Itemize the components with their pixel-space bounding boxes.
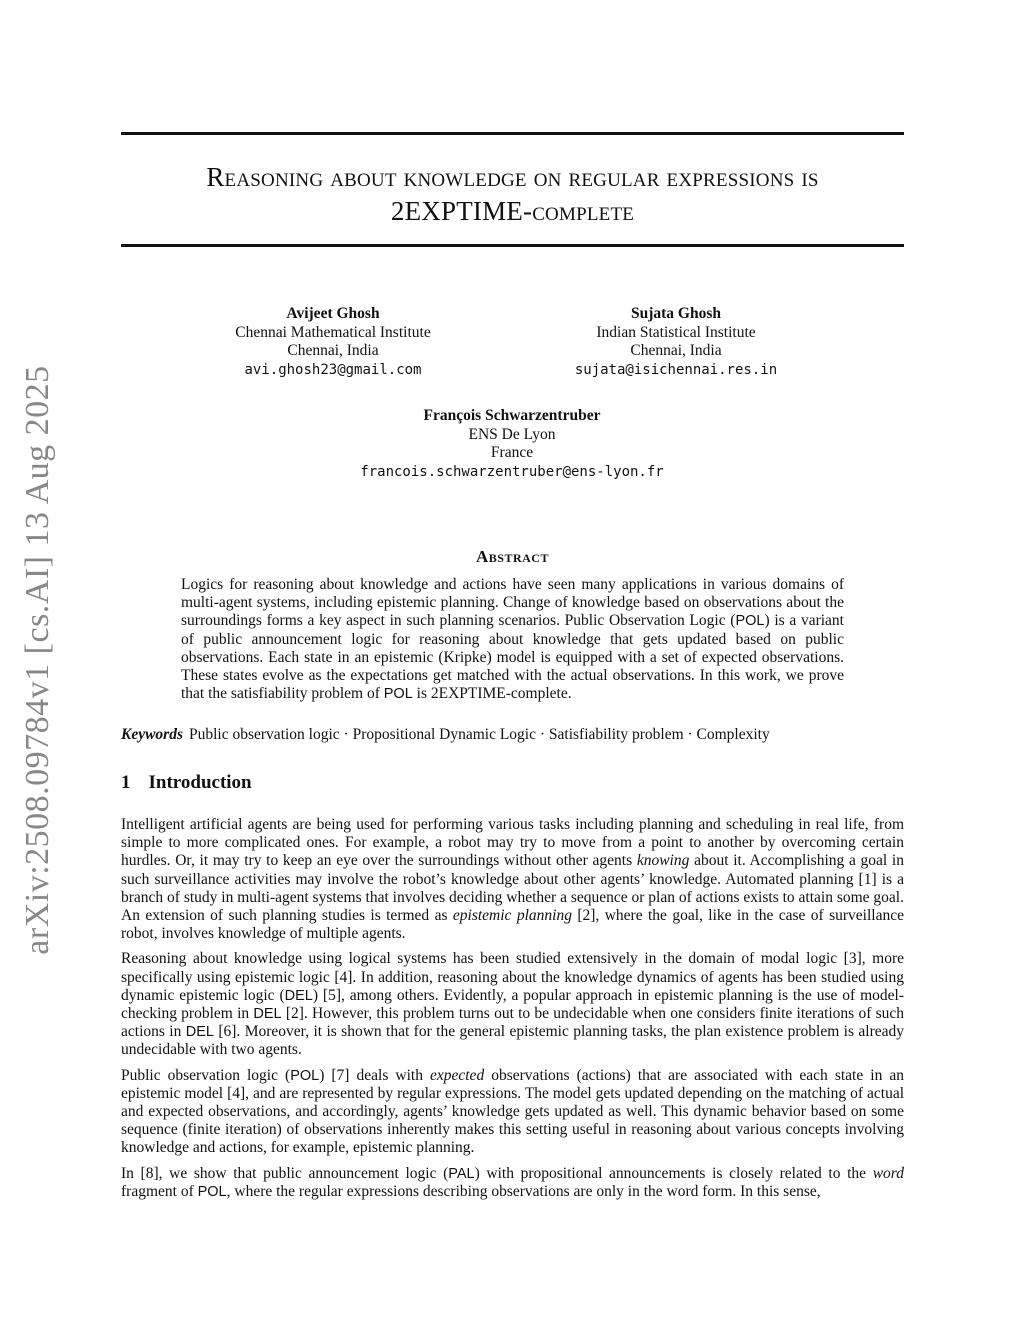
paragraph-text: Intelligent artificial agents are being used for performing various tasks including planning and scheduling in real life, from simple to more complicated ones. For example, a robot may try to move from a point to another by overcoming certain hurdles. Or, it may try to keep an eye over the surroundings without other agents xyxy=(121,816,904,870)
paragraph-text: [2], where the goal, like in the case of surveillance robot, involves knowledge of multiple agents. xyxy=(121,907,904,943)
pol-acronym: POL xyxy=(290,1067,320,1084)
pol-acronym: POL xyxy=(735,613,765,630)
paragraph-1 xyxy=(121,816,904,943)
keywords-line xyxy=(121,726,904,744)
paragraph-4 xyxy=(121,1165,904,1201)
paragraph-text: [6]. Moreover, it is shown that for the general epistemic planning tasks, the plan existence problem is already undecidable with two agents. xyxy=(121,1023,904,1059)
abstract-text-segment: is 2EXPTIME-complete. xyxy=(412,685,572,703)
paragraph-text: , where the regular expressions describing observations are only in the word form. In this sense, xyxy=(226,1182,821,1200)
author-email: francois.schwarzentruber@ens-lyon.fr xyxy=(360,463,664,480)
author-email: avi.ghosh23@gmail.com xyxy=(244,361,422,378)
pal-acronym: PAL xyxy=(448,1165,475,1182)
author-affiliation: ENS De Lyon xyxy=(468,425,556,443)
paragraph-2 xyxy=(121,950,904,1059)
del-acronym: DEL xyxy=(284,987,313,1004)
keywords-label: Keywords xyxy=(121,726,183,743)
paper-title-line-1: Reasoning about knowledge on regular expressions is xyxy=(206,162,819,192)
paper-title-line-2: 2EXPTIME-complete xyxy=(390,196,635,226)
author-location: France xyxy=(490,444,534,461)
author-affiliation: Chennai Mathematical Institute xyxy=(235,323,431,341)
section-number: 1 xyxy=(121,772,131,793)
title-top-rule xyxy=(121,132,904,135)
emphasis-text: epistemic planning xyxy=(452,907,572,925)
author-name: Sujata Ghosh xyxy=(630,305,722,322)
keywords-list: Public observation logic · Propositional Dynamic Logic · Satisfiability problem · Complexity xyxy=(189,726,770,743)
author-location: Chennai, India xyxy=(287,342,379,359)
author-block-1 xyxy=(200,305,466,380)
paragraph-text: In [8], we show that public announcement logic ( xyxy=(121,1164,449,1182)
paragraph-text: ) [5], among others. Evidently, a popular approach in epistemic planning is the use of model-checking problem in xyxy=(121,986,904,1023)
emphasis-text: expected xyxy=(429,1066,485,1084)
section-heading-introduction xyxy=(121,772,252,794)
section-title: Introduction xyxy=(148,772,252,793)
paragraph-3 xyxy=(121,1067,904,1158)
paragraph-text: ) [7] deals with xyxy=(319,1066,430,1084)
author-email: sujata@isichennai.res.in xyxy=(574,361,778,378)
paper-title xyxy=(121,160,904,228)
abstract-text-segment: Logics for reasoning about knowledge and actions have seen many applications in various domains of multi-agent systems, including epistemic planning. Change of knowledge based on observations about the surroundings forms a key aspect in such planning scenarios. Public Observation Logic ( xyxy=(181,576,844,630)
emphasis-text: knowing xyxy=(636,852,690,870)
author-affiliation: Indian Statistical Institute xyxy=(596,323,756,341)
arxiv-identifier: arXiv:2508.09784v1 [cs.AI] 13 Aug 2025 xyxy=(19,365,56,955)
arxiv-sidebar xyxy=(8,340,68,980)
author-location: Chennai, India xyxy=(630,342,722,359)
paragraph-text: Public observation logic ( xyxy=(121,1066,291,1084)
paragraph-text: about it. Accomplishing a goal in such surveillance activities may involve the robot’s knowledge about other agents’ knowledge. Automated planning [1] is a branch of study in multi-agent systems that involves deciding whether a sequence or plan of actions exists to attain some goal. An extension of such planning studies is termed as xyxy=(121,852,904,925)
paragraph-text: ) with propositional announcements is closely related to the xyxy=(474,1164,873,1182)
paragraph-text: fragment of xyxy=(121,1182,198,1200)
abstract-text xyxy=(181,576,844,703)
author-name: Avijeet Ghosh xyxy=(286,305,380,322)
author-name: François Schwarzentruber xyxy=(423,407,601,424)
pol-acronym: POL xyxy=(197,1183,227,1200)
abstract-heading: Abstract xyxy=(476,547,549,566)
paragraph-text: Reasoning about knowledge using logical systems has been studied extensively in the domain of modal logic [3], more specifically using epistemic logic [4]. In addition, reasoning about the knowledge dynamics of agents has been studied using dynamic epistemic logic ( xyxy=(121,950,904,1004)
paragraph-text: observations (actions) that are associated with each state in an epistemic model [4], and are represented by regular expressions. The model gets updated depending on the matching of actual and expected observations, and accordingly, agents’ knowledge gets updated as well. This dynamic behavior based on some sequence (finite iteration) of observations inherently makes this setting useful in reasoning about various concepts involving knowledge and actions, for example, epistemic planning. xyxy=(121,1066,904,1157)
pol-acronym: POL xyxy=(383,686,413,703)
emphasis-text: word xyxy=(872,1164,904,1182)
del-acronym: DEL xyxy=(185,1024,214,1041)
del-acronym: DEL xyxy=(253,1006,282,1023)
author-block-2 xyxy=(543,305,809,380)
introduction-body xyxy=(121,816,904,1208)
paragraph-text: [2]. However, this problem turns out to be undecidable when one considers finite iterations of such actions in xyxy=(121,1005,905,1041)
title-bottom-rule xyxy=(121,244,904,247)
abstract-text-segment: ) is a variant of public announcement logic for reasoning about knowledge that gets updated based on public observations. Each state in an epistemic (Kripke) model is equipped with a set of expected observations. These states evolve as the expectations get matched with the actual observations. In this work, we prove that the satisfiability problem of xyxy=(181,612,844,703)
author-block-3 xyxy=(300,407,724,482)
